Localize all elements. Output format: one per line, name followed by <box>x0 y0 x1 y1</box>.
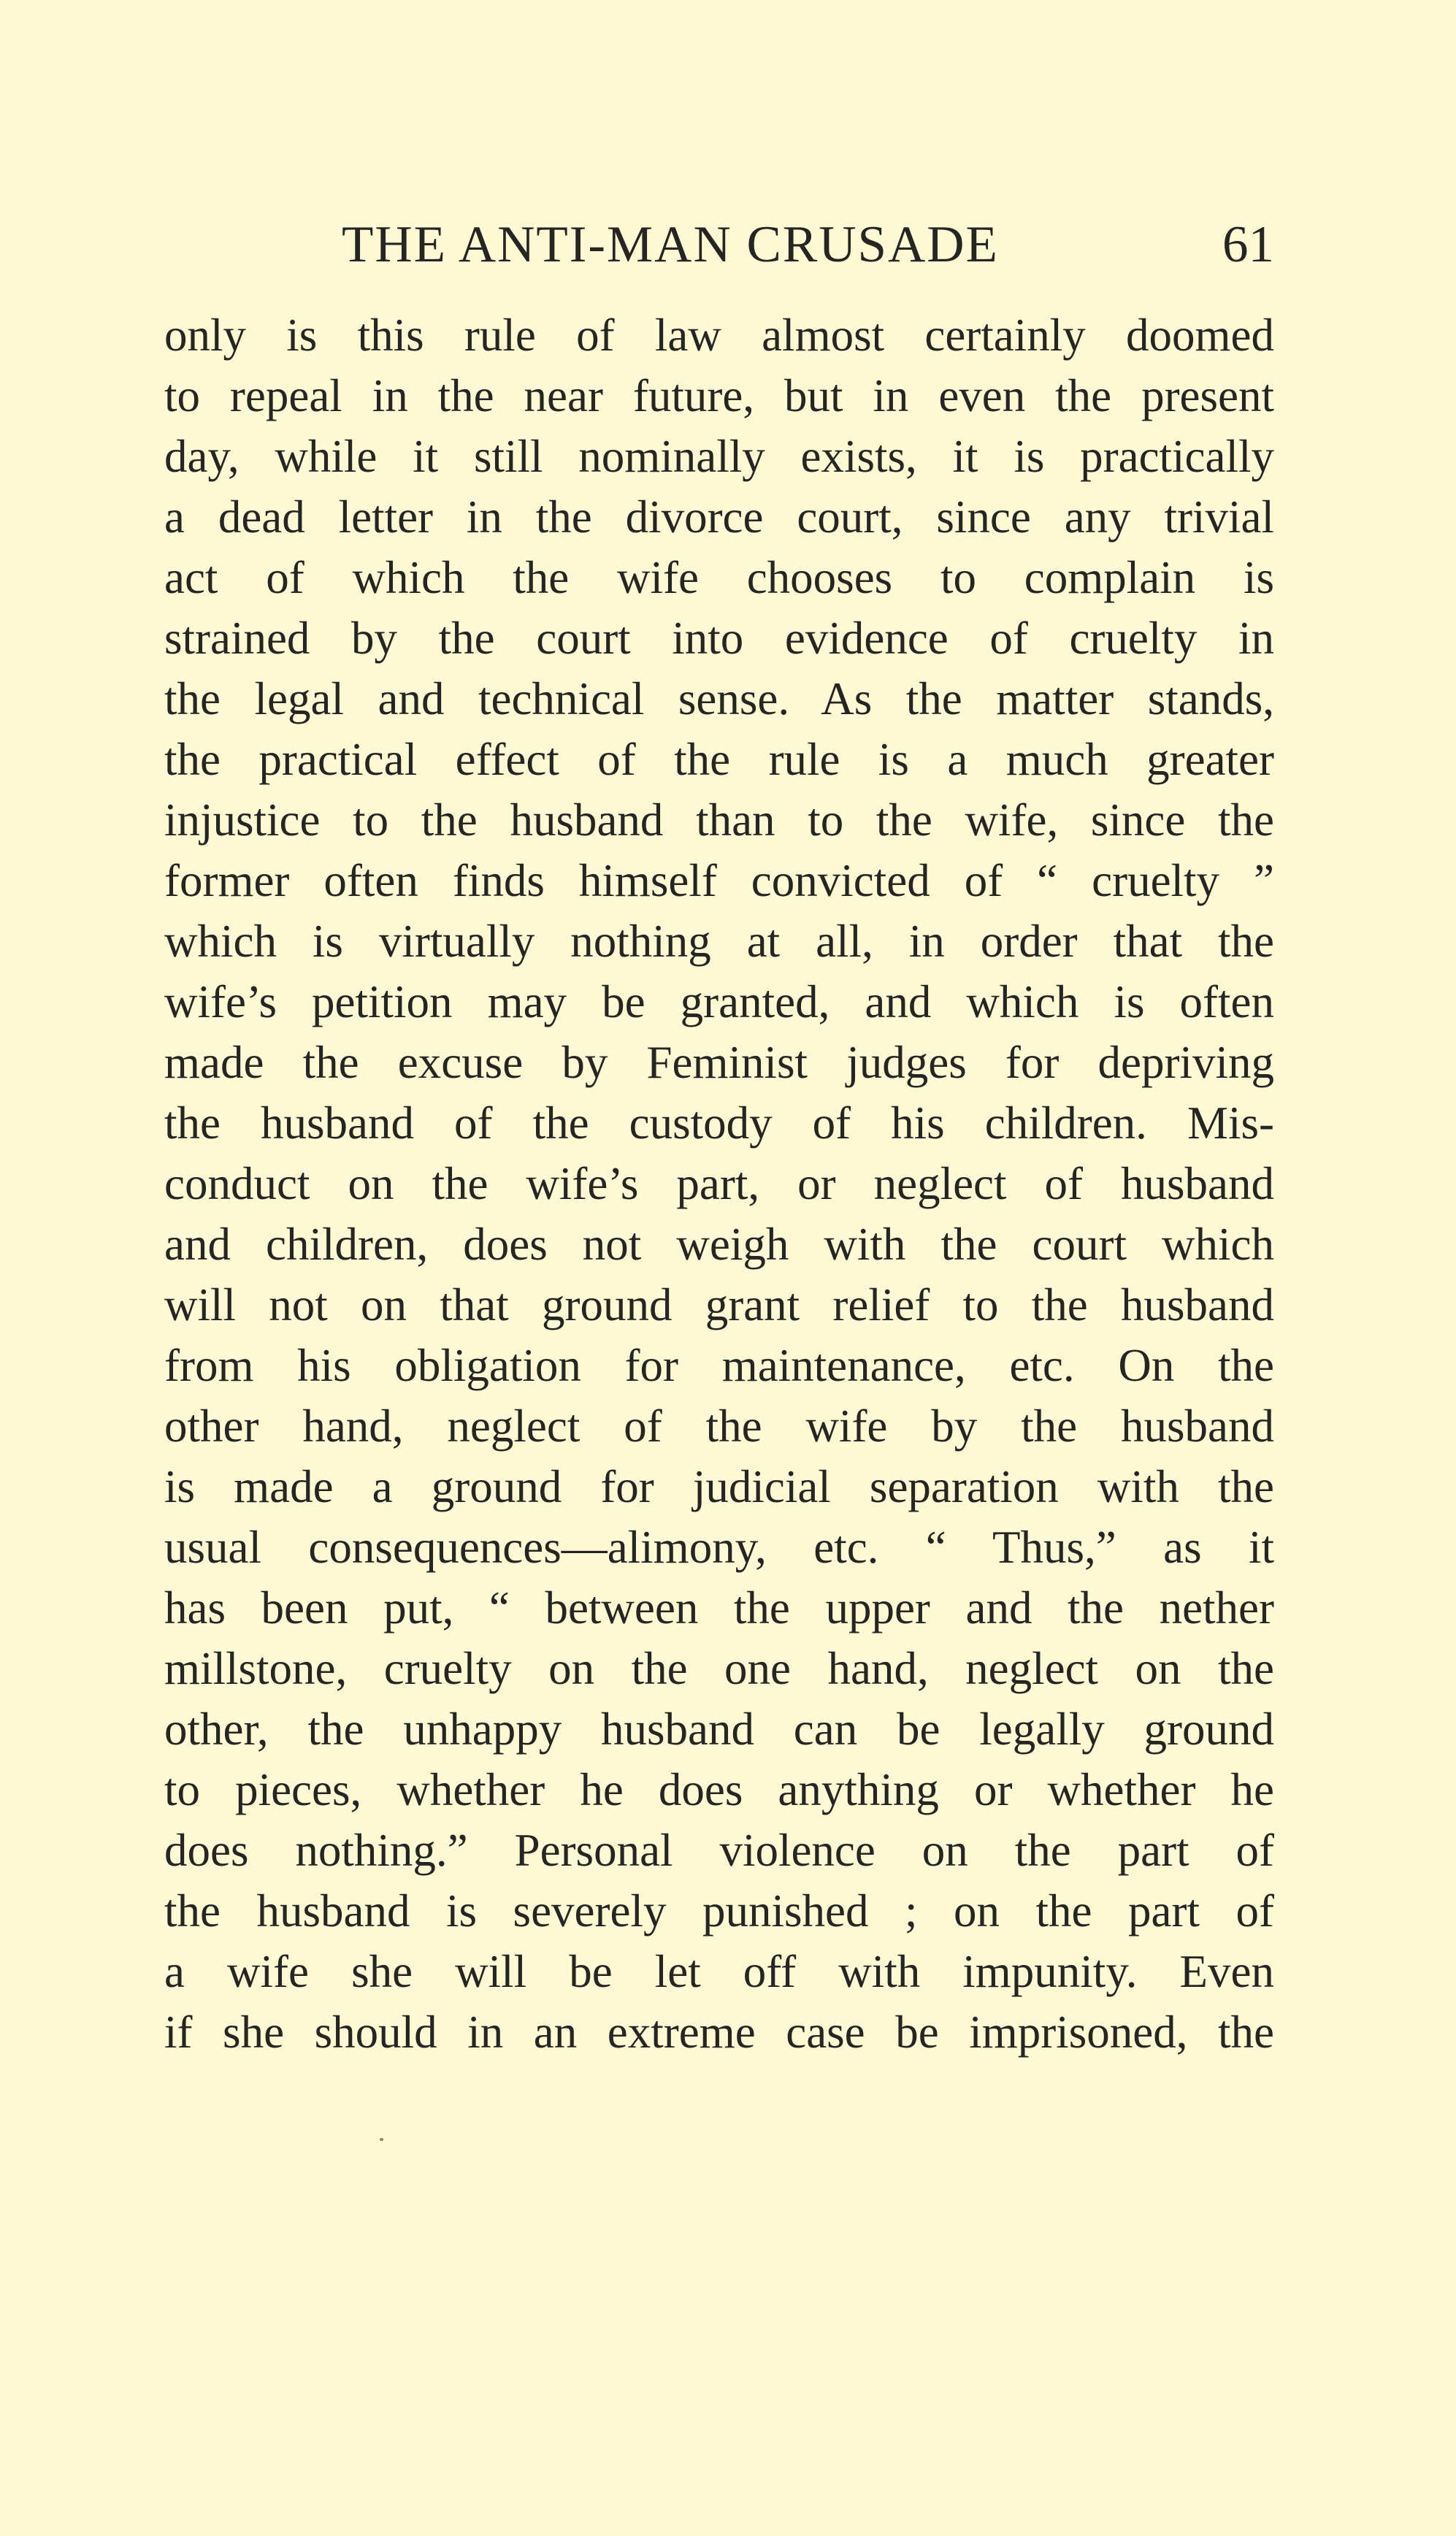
text-line: act of which the wife chooses to complain is <box>164 552 1274 603</box>
text-line: and children, does not weigh with the court which <box>164 1219 1274 1270</box>
text-line: which is virtually nothing at all, in order that the <box>164 916 1274 967</box>
text-line: the practical effect of the rule is a much greater <box>164 734 1274 785</box>
text-line: to repeal in the near future, but in even the present <box>164 370 1274 421</box>
text-line: the husband of the custody of his children. Mis- <box>164 1097 1274 1149</box>
text-line: injustice to the husband than to the wife, since the <box>164 794 1274 846</box>
text-line: conduct on the wife’s part, or neglect of husband <box>164 1158 1274 1209</box>
page-header <box>164 212 1274 277</box>
body-text <box>164 305 1274 2063</box>
text-line: the legal and technical sense. As the matter stands, <box>164 673 1274 724</box>
paper-speck <box>380 2138 383 2141</box>
text-line: a wife she will be let off with impunity. Even <box>164 1946 1274 1997</box>
text-line: to pieces, whether he does anything or whether he <box>164 1764 1274 1815</box>
text-line: the husband is severely punished ; on the part of <box>164 1885 1274 1937</box>
text-line: former often finds himself convicted of “ cruelty ” <box>164 855 1274 906</box>
text-line: made the excuse by Feminist judges for depriving <box>164 1037 1274 1088</box>
text-line: does nothing.” Personal violence on the part of <box>164 1825 1274 1876</box>
text-line: from his obligation for maintenance, etc. On the <box>164 1340 1274 1391</box>
text-line: will not on that ground grant relief to the husband <box>164 1279 1274 1330</box>
text-line: usual consequences—alimony, etc. “ Thus,” as it <box>164 1522 1274 1573</box>
text-line: wife’s petition may be granted, and which is often <box>164 976 1274 1027</box>
text-line: if she should in an extreme case be imprisoned, the <box>164 2007 1274 2058</box>
running-title: THE ANTI-MAN CRUSADE <box>342 216 999 273</box>
text-line: a dead letter in the divorce court, since any trivial <box>164 491 1274 543</box>
text-line: has been put, “ between the upper and the nether <box>164 1582 1274 1633</box>
text-line: only is this rule of law almost certainly doomed <box>164 310 1274 361</box>
text-line: other hand, neglect of the wife by the husband <box>164 1401 1274 1452</box>
text-line: other, the unhappy husband can be legally ground <box>164 1704 1274 1755</box>
text-line: strained by the court into evidence of cruelty in <box>164 613 1274 664</box>
page-number: 61 <box>1222 216 1274 273</box>
text-line: millstone, cruelty on the one hand, neglect on the <box>164 1643 1274 1694</box>
text-line: day, while it still nominally exists, it is practically <box>164 431 1274 482</box>
text-line: is made a ground for judicial separation with the <box>164 1461 1274 1512</box>
